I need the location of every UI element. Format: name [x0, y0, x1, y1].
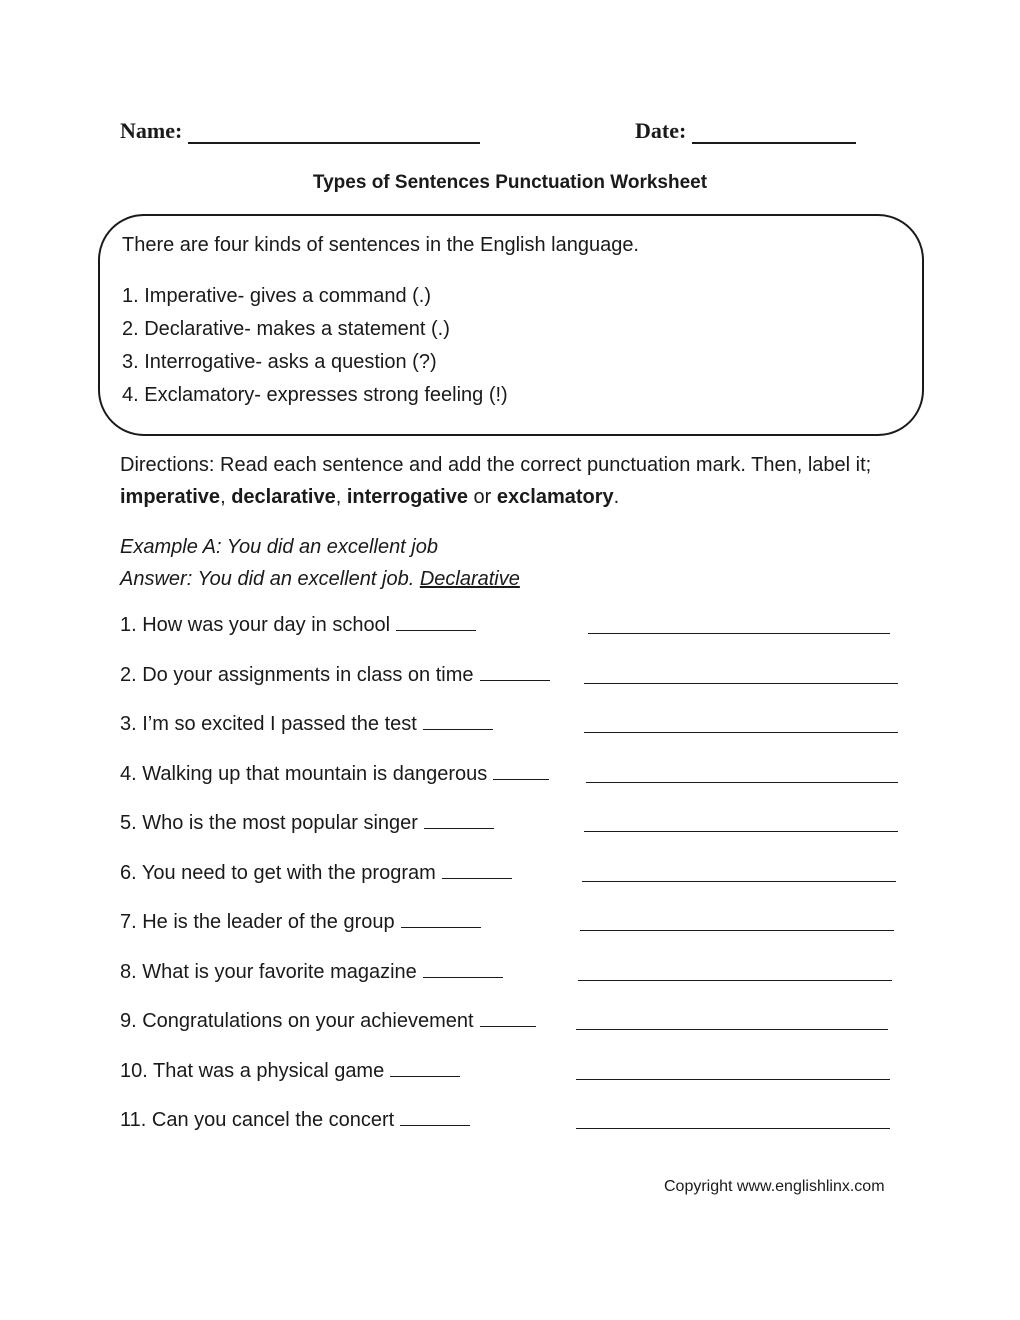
- date-blank[interactable]: [692, 118, 856, 144]
- question-text: 11. Can you cancel the concert: [120, 1109, 395, 1131]
- question-item: [120, 761, 910, 811]
- term-imperative: imperative: [120, 486, 221, 508]
- question-text: 8. What is your favorite magazine: [120, 960, 417, 983]
- sentence-type-item: 2. Declarative- makes a statement (.): [122, 318, 450, 340]
- name-label: Name:: [120, 118, 183, 143]
- question-text: 1. How was your day in school: [120, 614, 391, 636]
- label-answer-line[interactable]: [576, 1128, 890, 1129]
- directions-sep: or: [467, 486, 497, 508]
- question-text: 3. I’m so excited I passed the test: [120, 713, 417, 735]
- label-answer-line[interactable]: [582, 881, 896, 882]
- term-interrogative: interrogative: [346, 486, 468, 508]
- directions-sep: ,: [335, 486, 347, 508]
- sentence-type-item: 4. Exclamatory- expresses strong feeling (!): [122, 384, 508, 406]
- intro-text: There are four kinds of sentences in the English language.: [122, 234, 639, 256]
- question-item: [120, 612, 910, 662]
- example-answer: [120, 563, 520, 595]
- directions-text: Directions: Read each sentence and add the correct punctuation mark. Then, label it;: [120, 454, 872, 476]
- question-text: 4. Walking up that mountain is dangerous: [120, 762, 488, 785]
- example-block: [120, 531, 520, 595]
- punctuation-blank[interactable]: [423, 959, 503, 978]
- punctuation-blank[interactable]: [396, 612, 476, 631]
- question-item: [120, 1058, 910, 1108]
- label-answer-line[interactable]: [584, 732, 898, 733]
- question-text: 10. That was a physical game: [120, 1059, 385, 1082]
- question-list: [120, 612, 910, 1157]
- punctuation-blank[interactable]: [493, 761, 549, 780]
- question-item: [120, 662, 910, 712]
- question-item: [120, 909, 910, 959]
- sentence-type-item: 3. Interrogative- asks a question (?): [122, 351, 437, 373]
- question-text: 7. He is the leader of the group: [120, 911, 395, 933]
- question-item: [120, 810, 910, 860]
- example-sentence: Example A: You did an excellent job: [120, 536, 438, 558]
- example-answer-text: Answer: You did an excellent job.: [120, 568, 420, 590]
- punctuation-blank[interactable]: [480, 1008, 536, 1027]
- date-field: [635, 118, 856, 144]
- label-answer-line[interactable]: [578, 980, 892, 981]
- question-item: [120, 959, 910, 1009]
- punctuation-blank[interactable]: [442, 860, 512, 879]
- label-answer-line[interactable]: [576, 1029, 888, 1030]
- question-item: [120, 1008, 910, 1058]
- worksheet-title: Types of Sentences Punctuation Worksheet: [312, 172, 708, 193]
- punctuation-blank[interactable]: [424, 810, 494, 829]
- sentence-type-item: 1. Imperative- gives a command (.): [122, 285, 431, 307]
- punctuation-blank[interactable]: [423, 711, 493, 730]
- date-label: Date:: [635, 118, 687, 143]
- question-text: 2. Do your assignments in class on time: [120, 663, 474, 686]
- term-exclamatory: exclamatory: [496, 486, 614, 508]
- question-item: [120, 711, 910, 761]
- directions-end: .: [613, 486, 620, 508]
- punctuation-blank[interactable]: [390, 1058, 460, 1077]
- label-answer-line[interactable]: [586, 782, 898, 783]
- name-field: [120, 118, 480, 144]
- question-item: [120, 1107, 910, 1157]
- label-answer-line[interactable]: [580, 930, 894, 931]
- copyright-notice: Copyright www.englishlinx.com: [664, 1178, 885, 1195]
- question-item: [120, 860, 910, 910]
- question-text: 5. Who is the most popular singer: [120, 812, 418, 834]
- question-text: 9. Congratulations on your achievement: [120, 1010, 474, 1032]
- punctuation-blank[interactable]: [480, 662, 550, 681]
- label-answer-line[interactable]: [576, 1079, 890, 1080]
- name-blank[interactable]: [188, 118, 480, 144]
- directions: [120, 449, 920, 513]
- directions-sep: ,: [220, 486, 232, 508]
- label-answer-line[interactable]: [584, 683, 898, 684]
- term-declarative: declarative: [231, 486, 336, 508]
- sentence-types-list: [122, 284, 508, 416]
- example-answer-label: Declarative: [419, 568, 520, 590]
- punctuation-blank[interactable]: [401, 909, 481, 928]
- label-answer-line[interactable]: [588, 633, 890, 634]
- label-answer-line[interactable]: [584, 831, 898, 832]
- question-text: 6. You need to get with the program: [120, 861, 436, 884]
- punctuation-blank[interactable]: [400, 1107, 470, 1126]
